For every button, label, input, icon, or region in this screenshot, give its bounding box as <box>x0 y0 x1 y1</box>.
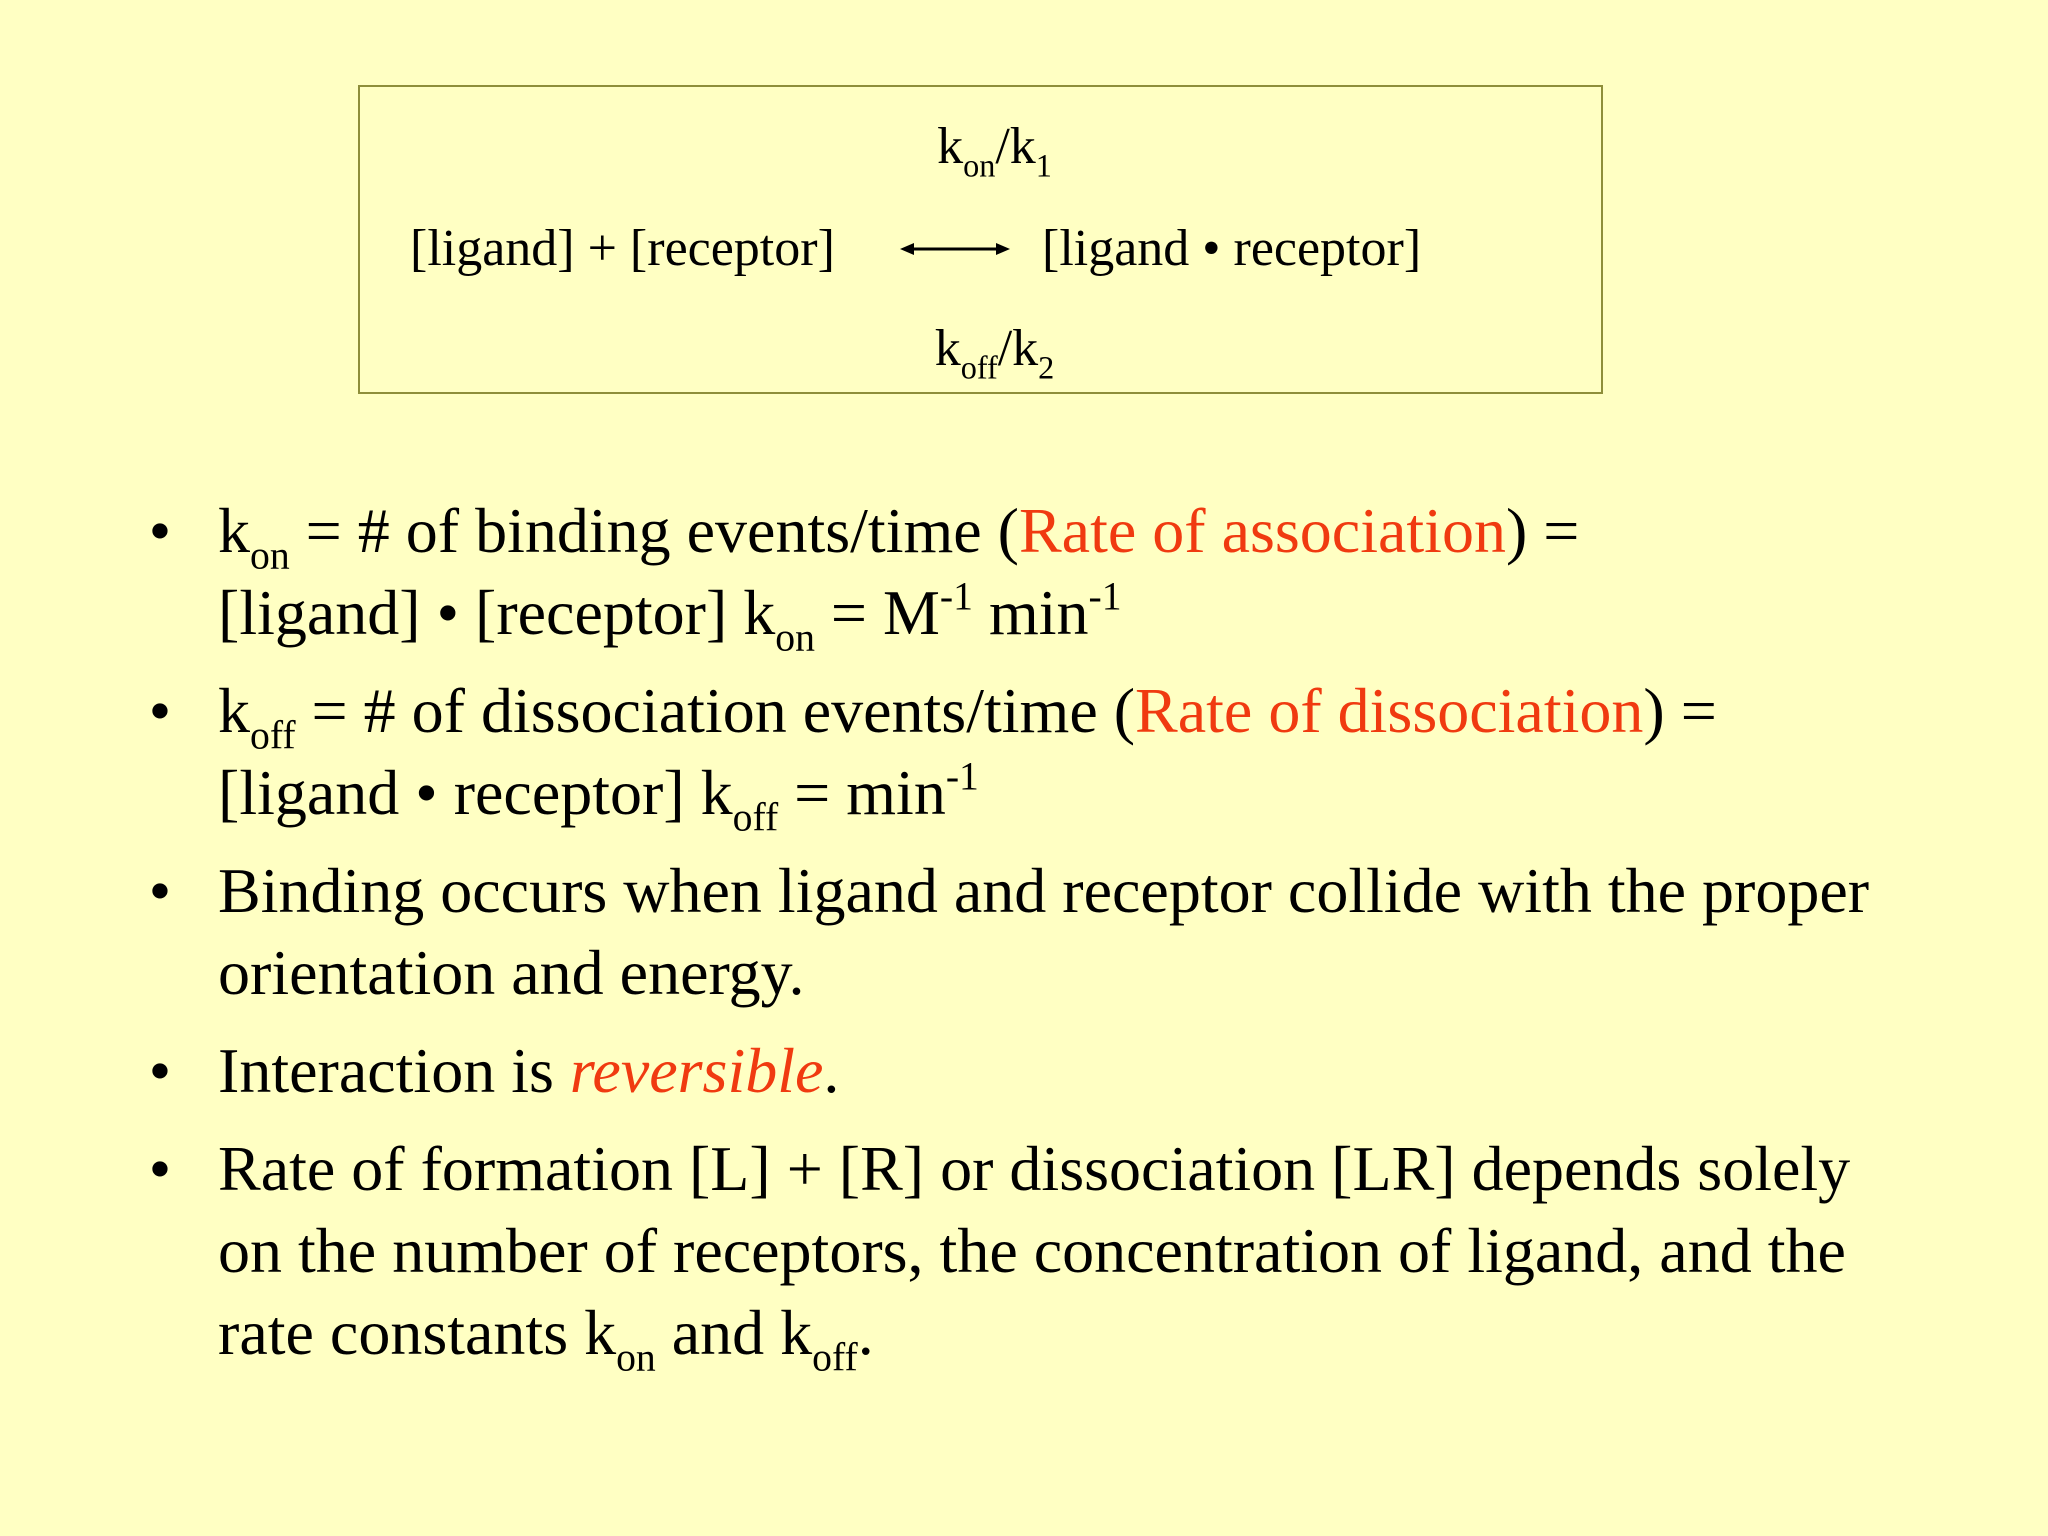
list-item-kon: • $k_{on}$ = # of binding events/time (Rate of association) = [ligand] • [receptor] $k_{on} = M^{-1}$ $\min^{-1}$ <box>140 490 2020 654</box>
list-item-koff: • $k_{off}$ = # of dissociation events/time (Rate of dissociation) = [ligand • receptor] $k_{off} = \min^{-1}$ <box>140 670 2020 834</box>
highlight-dissociation: Rate of dissociation <box>1135 675 1644 746</box>
highlight-association: Rate of association <box>1018 495 1506 566</box>
bullet-icon: • <box>148 855 172 926</box>
reverse-rate-constant: $k_{off}/k_2$ <box>934 320 1055 386</box>
forward-rate-constant: $k_{on}/k_1$ <box>937 118 1052 184</box>
list-item-rate: • Rate of formation [L] + [R] or dissociation [LR] depends solely on the number of receptors, the concentration of ligand, and the rate constants $k_{on}$ and $k_{off}$. <box>140 1128 2020 1374</box>
bullet-icon: • <box>148 1133 172 1204</box>
highlight-reversible: reversible <box>569 1035 824 1106</box>
reactants: [ligand] + [receptor] <box>410 220 835 277</box>
list-item-binding: • Binding occurs when ligand and receptor collide with the proper orientation and energy. <box>140 850 2020 1014</box>
bullet-list <box>140 490 2020 1390</box>
complex: [ligand • receptor] <box>1042 220 1422 277</box>
bullet-icon: • <box>148 675 172 746</box>
bullet-icon: • <box>148 495 172 566</box>
double-arrow-icon <box>900 237 1010 261</box>
equilibrium-equation-box <box>358 85 1603 394</box>
bullet-icon: • <box>148 1035 172 1106</box>
list-item-reversible: • Interaction is reversible. <box>140 1030 2020 1112</box>
